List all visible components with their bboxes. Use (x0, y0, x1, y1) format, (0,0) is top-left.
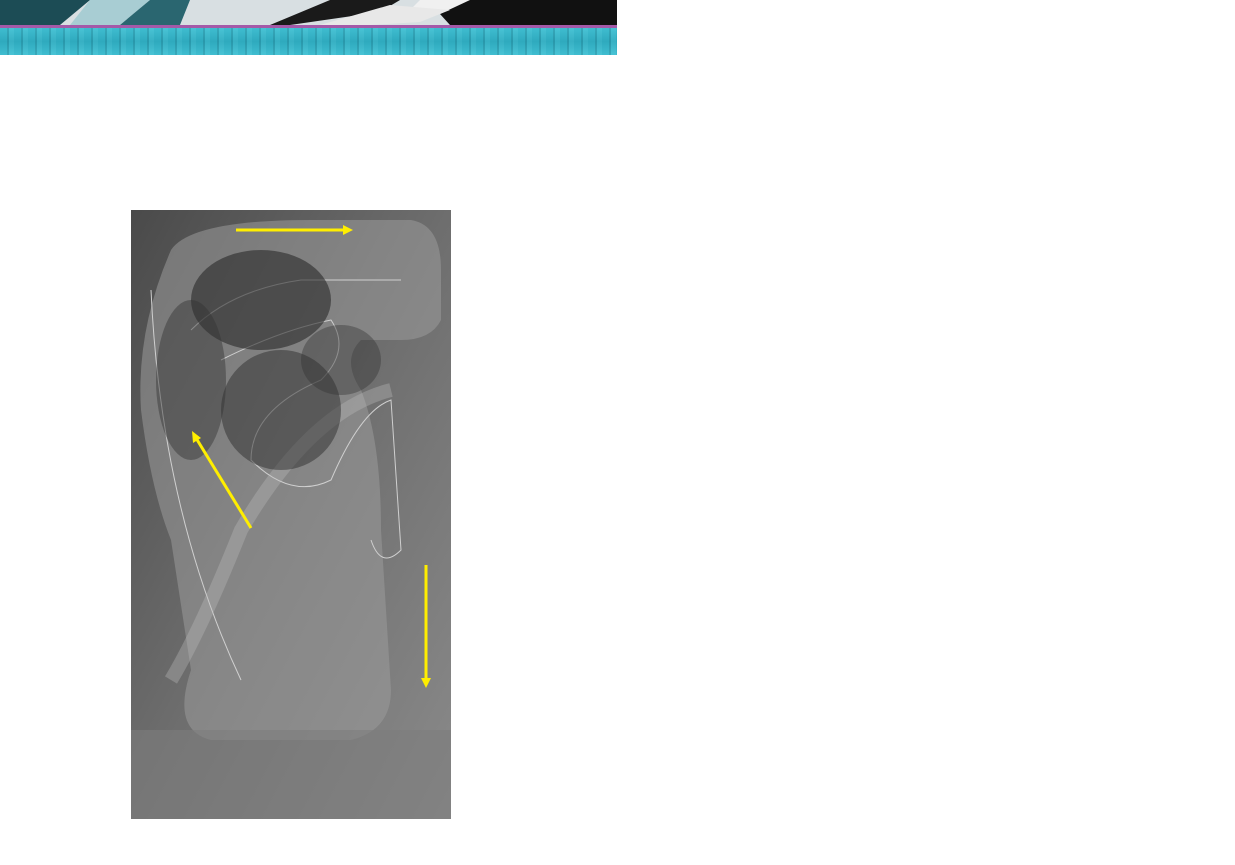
track-aerial-map (131, 210, 451, 819)
checkered-flag-banner (0, 0, 617, 25)
left-page (0, 0, 617, 865)
header-band (0, 28, 617, 55)
